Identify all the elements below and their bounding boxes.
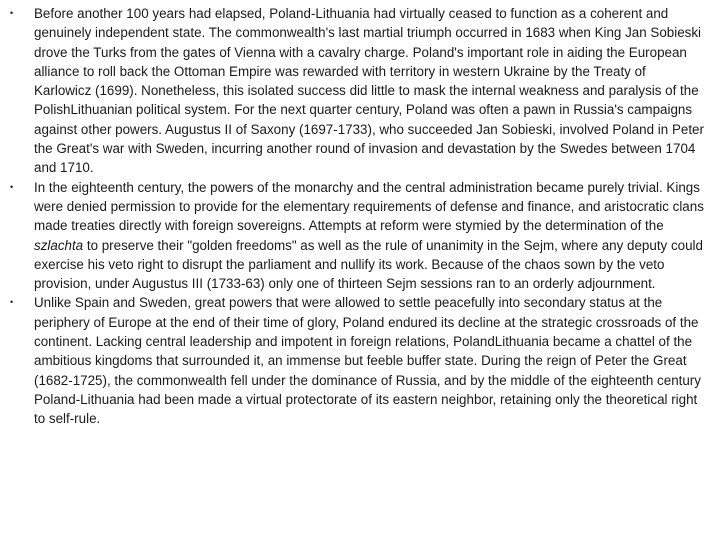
bullet-text-after: to preserve their "golden freedoms" as well as the rule of unanimity in the Sejm, where any deputy could exercise his veto right to disrupt the parliament and nullify its work. Because of the chaos sown by the veto provision, under Augustus III (1733-63) only one of thirteen Sejm sessions ran to an orderly adjournment. <box>34 237 703 292</box>
bullet-text-italic: szlachta <box>34 237 84 253</box>
bullet-dot-icon: • <box>10 181 14 192</box>
bullet-list <box>10 4 706 429</box>
bullet-text: Unlike Spain and Sweden, great powers that were allowed to settle peacefully into secondary status at the periphery of Europe at the end of their time of glory, Poland endured its decline at the strategic crossroads of the continent. Lacking central leadership and impotent in foreign relations, PolandLithuania became a chattel of the ambitious kingdoms that surrounded it, an immense but feeble buffer state. During the reign of Peter the Great (1682-1725), the commonwealth fell under the dominance of Russia, and by the middle of the eighteenth century Poland-Lithuania had been made a virtual protectorate of its eastern neighbor, retaining only the theoretical right to self-rule. <box>34 295 701 427</box>
bullet-text: Before another 100 years had elapsed, Poland-Lithuania had virtually ceased to function as a coherent and genuinely independent state. The commonwealth's last martial triumph occurred in 1683 when King Jan Sobieski drove the Turks from the gates of Vienna with a cavalry charge. Poland's important role in aiding the European alliance to roll back the Ottoman Empire was rewarded with territory in western Ukraine by the Treaty of Karlowicz (1699). Nonetheless, this isolated success did little to mask the internal weakness and paralysis of the PolishLithuanian political system. For the next quarter century, Poland was often a pawn in Russia's campaigns against other powers. Augustus II of Saxony (1697-1733), who succeeded Jan Sobieski, involved Poland in Peter the Great's war with Sweden, incurring another round of invasion and devastation by the Swedes between 1704 and 1710. <box>34 6 704 176</box>
bullet-item-2 <box>10 178 706 294</box>
bullet-item-1 <box>10 4 706 178</box>
bullet-text-before: In the eighteenth century, the powers of the monarchy and the central administration became purely trivial. Kings were denied permission to provide for the elementary requirements of defense and finance, and aristocratic clans made treaties directly with foreign sovereigns. Attempts at reform were stymied by the determination of the <box>34 179 704 234</box>
bullet-dot-icon: • <box>10 297 14 308</box>
bullet-dot-icon: • <box>10 8 14 18</box>
bullet-item-3 <box>10 293 706 428</box>
